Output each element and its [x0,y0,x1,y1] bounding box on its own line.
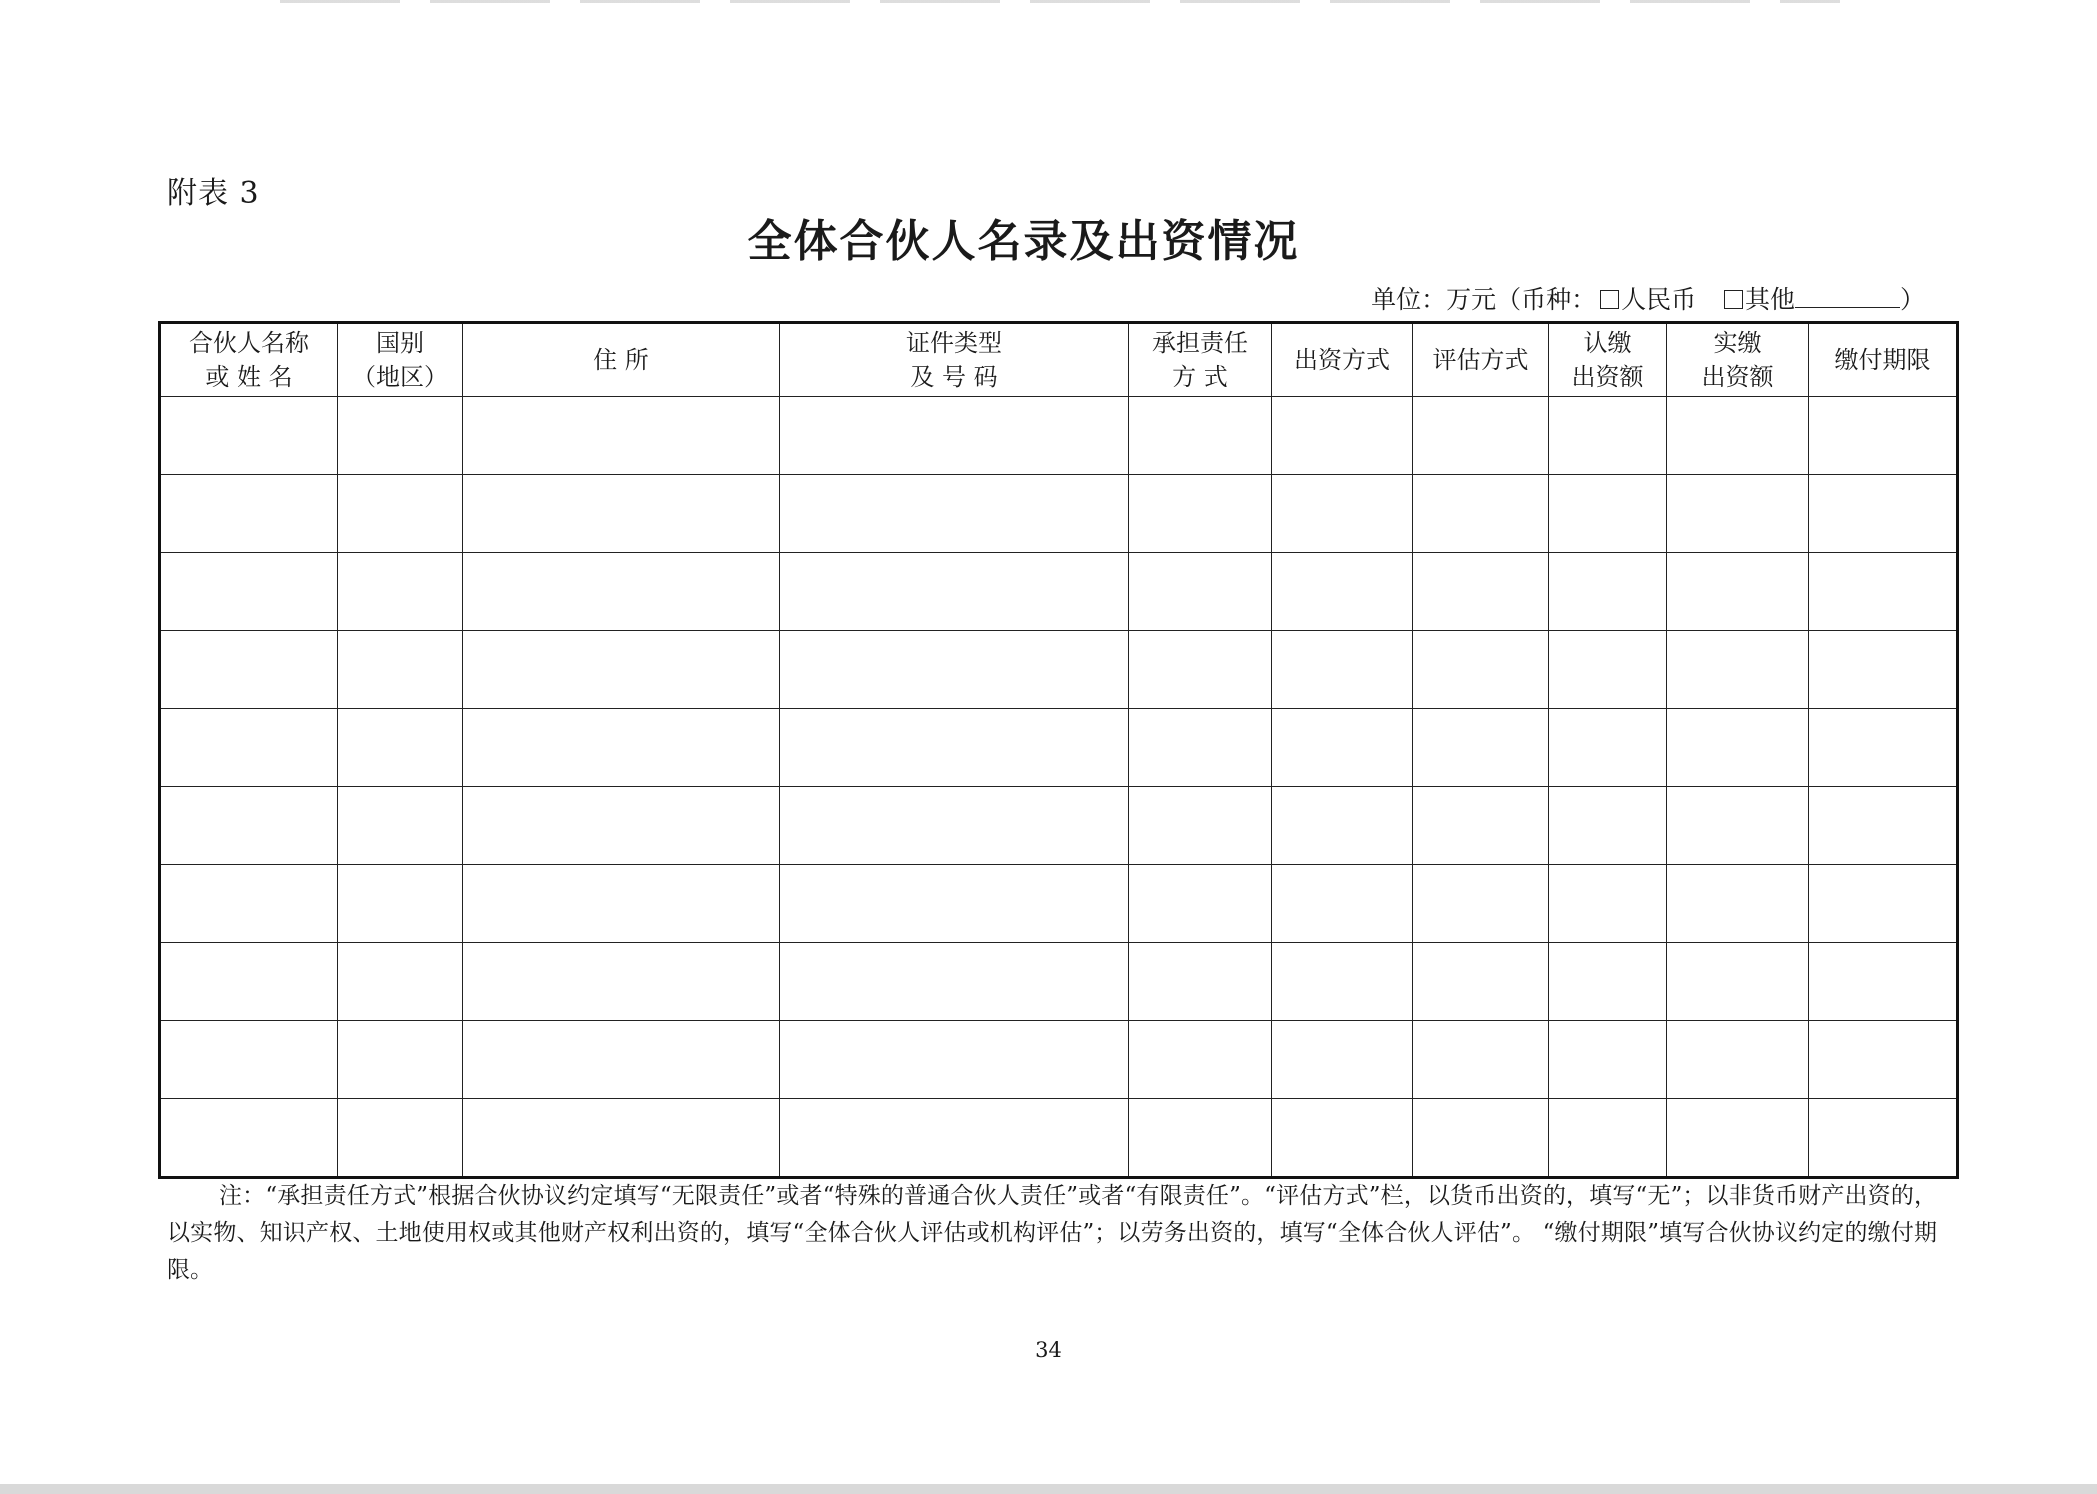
header-row [160,323,1958,397]
table-cell[interactable] [1129,1099,1272,1178]
table-cell[interactable] [463,631,780,709]
header-valuation-method: 评估方式 [1413,323,1549,397]
table-row [160,1021,1958,1099]
table-cell[interactable] [1272,709,1413,787]
table-cell[interactable] [463,1099,780,1178]
table-cell[interactable] [1809,1099,1958,1178]
table-cell[interactable] [1129,475,1272,553]
header-subscribed-amount: 认缴 出资额 [1549,323,1667,397]
table-cell[interactable] [1667,943,1809,1021]
table-cell[interactable] [463,553,780,631]
other-currency-blank[interactable] [1795,289,1900,308]
table-cell[interactable] [160,631,338,709]
table-cell[interactable] [463,787,780,865]
table-cell[interactable] [1549,553,1667,631]
table-cell[interactable] [1667,709,1809,787]
table-row [160,865,1958,943]
table-cell[interactable] [1272,865,1413,943]
table-row [160,943,1958,1021]
header-payment-deadline: 缴付期限 [1809,323,1958,397]
table-cell[interactable] [1413,787,1549,865]
unit-suffix: ） [1899,285,1925,314]
table-cell[interactable] [780,865,1129,943]
option-other-label: 其他 [1744,285,1795,314]
table-cell[interactable] [1413,1021,1549,1099]
table-cell[interactable] [160,1099,338,1178]
table-cell[interactable] [338,553,463,631]
checkbox-other-icon[interactable] [1724,290,1743,309]
table-cell[interactable] [1413,1099,1549,1178]
table-cell[interactable] [1413,631,1549,709]
table-cell[interactable] [1549,475,1667,553]
table-cell[interactable] [780,475,1129,553]
table-cell[interactable] [780,943,1129,1021]
table-cell[interactable] [338,1021,463,1099]
table-cell[interactable] [160,787,338,865]
table-cell[interactable] [1667,631,1809,709]
table-cell[interactable] [160,943,338,1021]
header-liability-mode: 承担责任 方 式 [1129,323,1272,397]
table-cell[interactable] [338,865,463,943]
scan-bottom-edge [0,1484,2097,1494]
page-title [0,205,2097,269]
table-cell[interactable] [338,475,463,553]
table-cell[interactable] [780,709,1129,787]
table-cell[interactable] [1272,631,1413,709]
table-row [160,397,1958,475]
table-cell[interactable] [1667,475,1809,553]
table-cell[interactable] [1272,787,1413,865]
scan-top-artifact [280,0,1840,3]
table-cell[interactable] [1667,787,1809,865]
table-cell[interactable] [1809,631,1958,709]
table-cell[interactable] [780,787,1129,865]
table-cell[interactable] [338,787,463,865]
header-partner-name: 合伙人名称 或 姓 名 [160,323,338,397]
table-cell[interactable] [463,709,780,787]
table-cell[interactable] [1667,1021,1809,1099]
table-cell[interactable] [463,475,780,553]
table-cell[interactable] [1667,865,1809,943]
table-cell[interactable] [1413,709,1549,787]
table-cell[interactable] [463,1021,780,1099]
table-cell[interactable] [1667,397,1809,475]
table-cell[interactable] [780,553,1129,631]
table-cell[interactable] [1272,553,1413,631]
table-cell[interactable] [1549,1099,1667,1178]
table-cell[interactable] [1549,865,1667,943]
table-cell[interactable] [1809,943,1958,1021]
table-cell[interactable] [1413,943,1549,1021]
table-cell[interactable] [1549,943,1667,1021]
table-cell[interactable] [338,1099,463,1178]
table-cell[interactable] [160,1021,338,1099]
option-rmb-label: 人民币 [1621,285,1697,314]
appendix-label: 附表 3 [167,176,260,211]
table-cell[interactable] [1549,397,1667,475]
header-country: 国别 （地区） [338,323,463,397]
table-cell[interactable] [160,709,338,787]
table-cell[interactable] [338,631,463,709]
table-cell[interactable] [1129,553,1272,631]
table-cell[interactable] [780,1021,1129,1099]
table-cell[interactable] [1129,943,1272,1021]
header-domicile: 住 所 [463,323,780,397]
table-cell[interactable] [160,553,338,631]
table-cell[interactable] [1272,1099,1413,1178]
table-body [160,397,1958,1178]
table-cell[interactable] [1413,553,1549,631]
table-cell[interactable] [463,865,780,943]
table-cell[interactable] [1667,553,1809,631]
table-cell[interactable] [160,865,338,943]
unit-prefix: 单位：万元（币种： [1371,285,1597,314]
table-cell[interactable] [1272,397,1413,475]
table-cell[interactable] [1809,709,1958,787]
unit-line [1371,280,1925,316]
table-cell[interactable] [160,475,338,553]
table-cell[interactable] [1129,709,1272,787]
table-cell[interactable] [780,397,1129,475]
table-cell[interactable] [160,397,338,475]
header-contribution-method: 出资方式 [1272,323,1413,397]
table-cell[interactable] [1413,397,1549,475]
partners-table [158,321,1959,1179]
table-cell[interactable] [1129,787,1272,865]
table-cell[interactable] [1809,553,1958,631]
table-cell[interactable] [1667,1099,1809,1178]
table-row [160,553,1958,631]
table-cell[interactable] [1809,1021,1958,1099]
table-cell[interactable] [1809,787,1958,865]
table-cell[interactable] [1549,631,1667,709]
table-cell[interactable] [1129,865,1272,943]
table-cell[interactable] [1549,709,1667,787]
table-row [160,1099,1958,1178]
table-row [160,787,1958,865]
table-cell[interactable] [1272,1021,1413,1099]
checkbox-rmb-icon[interactable] [1600,290,1619,309]
table-row [160,475,1958,553]
table-cell[interactable] [463,943,780,1021]
table-cell[interactable] [1413,475,1549,553]
table-cell[interactable] [1413,865,1549,943]
table-cell[interactable] [338,943,463,1021]
table-cell[interactable] [1809,865,1958,943]
table-row [160,631,1958,709]
table-cell[interactable] [780,631,1129,709]
table-row [160,709,1958,787]
footnote: 注：“承担责任方式”根据合伙协议约定填写“无限责任”或者“特殊的普通合伙人责任”或者“有限责任”。“评估方式”栏，以货币出资的，填写“无”；以非货币财产出资的，以实物、知识产权、土地使用权或其他财产权利出资的，填写“全体合伙人评估或机构评估”；以劳务出资的，填写“全体合伙人评估”。 “缴付期限”填写合伙协议约定的缴付期限。 [167,1183,1937,1283]
table-cell[interactable] [1809,475,1958,553]
table-cell[interactable] [1549,1021,1667,1099]
page-title-text: 全体合伙人名录及出资情况 [747,216,1300,267]
table-cell[interactable] [1272,943,1413,1021]
page-number: 34 [1035,1338,1062,1362]
table-cell[interactable] [1272,475,1413,553]
table-cell[interactable] [780,1099,1129,1178]
table-cell[interactable] [1129,631,1272,709]
table-cell[interactable] [1129,1021,1272,1099]
table-cell[interactable] [463,397,780,475]
header-paid-amount: 实缴 出资额 [1667,323,1809,397]
header-id-type-number: 证件类型 及 号 码 [780,323,1129,397]
table-cell[interactable] [1129,397,1272,475]
table-cell[interactable] [1549,787,1667,865]
table-cell[interactable] [1809,397,1958,475]
table-cell[interactable] [338,709,463,787]
table-cell[interactable] [338,397,463,475]
